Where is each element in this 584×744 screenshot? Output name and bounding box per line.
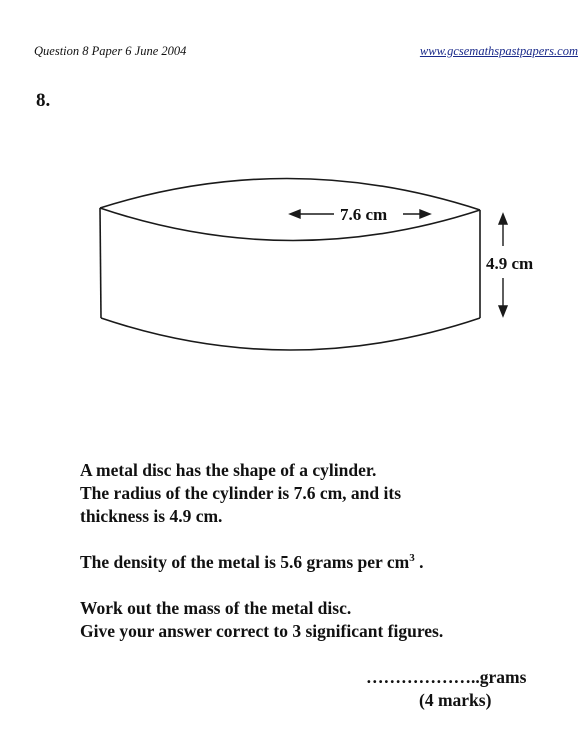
cylinder-bottom-edge [101, 318, 480, 350]
question-number: 8. [36, 90, 51, 111]
problem-statement [80, 459, 401, 528]
instruction-line-1: Work out the mass of the metal disc. [80, 598, 352, 618]
thickness-arrowhead-up [499, 214, 507, 224]
radius-arrowhead-right [420, 210, 430, 218]
instruction-line-2: Give your answer correct to 3 significant figures. [80, 621, 444, 641]
radius-label: 7.6 cm [340, 205, 388, 224]
task-instructions [80, 597, 443, 643]
cylinder-left-side [100, 208, 101, 318]
density-statement [80, 551, 423, 574]
cylinder-top-back-edge [100, 178, 480, 210]
paper-reference: Question 8 Paper 6 June 2004 [34, 44, 187, 58]
radius-arrowhead-left [290, 210, 300, 218]
website-link[interactable]: www.gcsemathspastpapers.com [419, 44, 578, 58]
statement-line-2: The radius of the cylinder is 7.6 cm, and its [80, 483, 402, 503]
statement-line-1: A metal disc has the shape of a cylinder. [80, 460, 377, 480]
density-exponent: 3 [409, 552, 415, 565]
statement-line-3: thickness is 4.9 cm. [80, 506, 223, 526]
thickness-label: 4.9 cm [486, 254, 534, 273]
density-text: The density of the metal is 5.6 grams per cm [80, 552, 410, 572]
marks-label: (4 marks) [419, 690, 492, 710]
density-end: . [414, 552, 424, 572]
thickness-arrowhead-down [499, 306, 507, 316]
answer-line[interactable]: ………………..grams [366, 667, 527, 687]
